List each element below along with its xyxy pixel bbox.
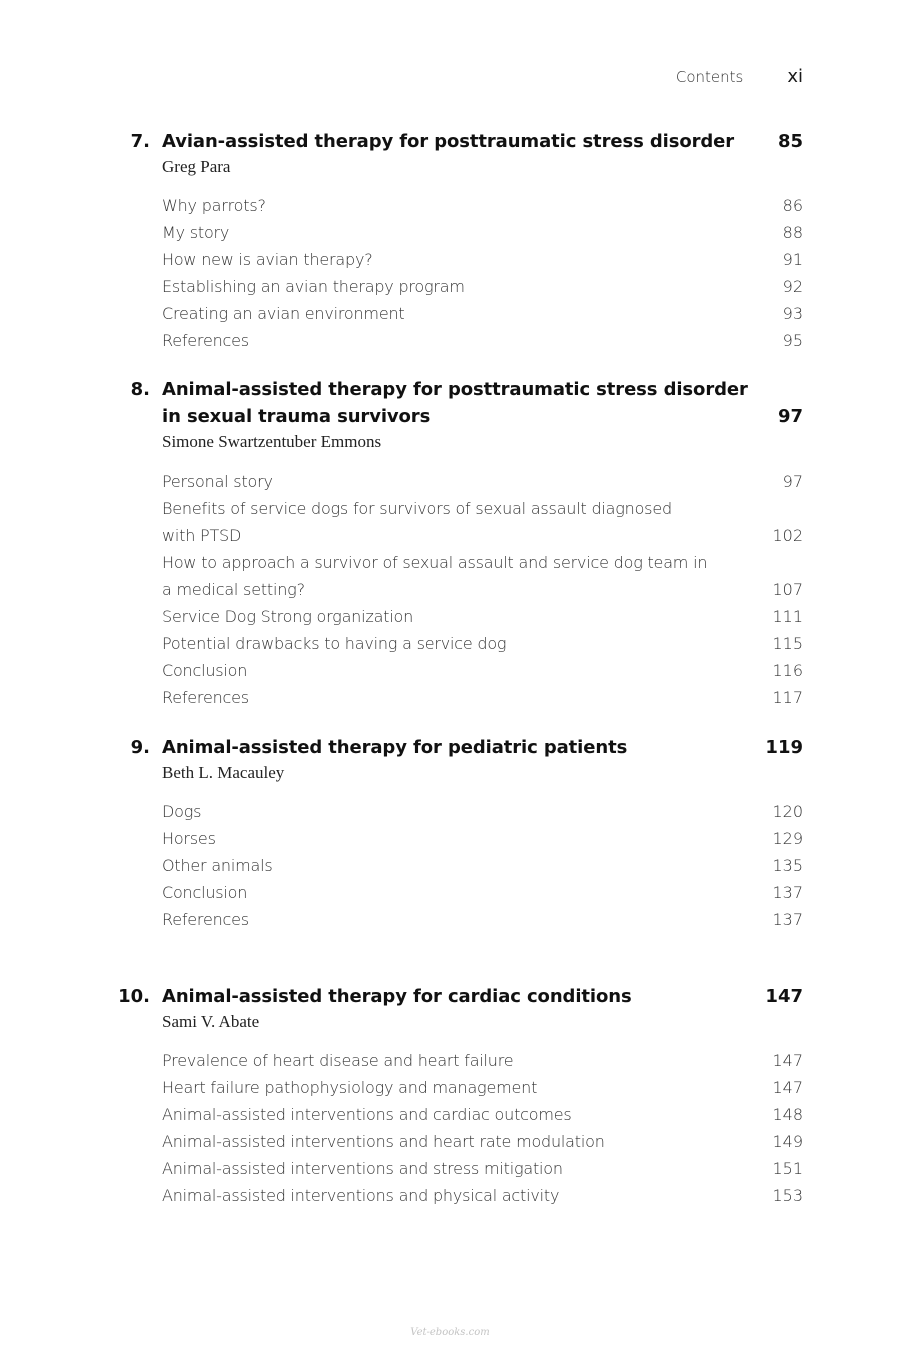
toc-entry[interactable] — [162, 277, 803, 304]
toc-entry-title: Dogs — [162, 802, 202, 821]
toc-entry-title: How to approach a survivor of sexual assault and service dog team in — [162, 553, 708, 572]
toc-entry-page: 86 — [782, 196, 803, 215]
toc-entry-page: 117 — [772, 688, 803, 707]
chapter-title-row — [0, 379, 900, 407]
toc-entry-page: 116 — [772, 661, 803, 680]
chapter-page-number: 97 — [777, 406, 803, 427]
toc-entry-title: My story — [162, 223, 230, 242]
chapter-number: 9. — [130, 737, 150, 758]
chapter-heading — [0, 131, 900, 159]
toc-entry-title: Conclusion — [162, 883, 248, 902]
toc-entry-page: 147 — [772, 1051, 803, 1070]
toc-entry-page: 135 — [772, 856, 803, 875]
toc-entry[interactable] — [162, 331, 803, 358]
toc-entry[interactable] — [162, 1078, 803, 1105]
toc-entry[interactable] — [162, 553, 803, 580]
toc-entry-page: 95 — [782, 331, 803, 350]
toc-entry[interactable] — [162, 634, 803, 661]
chapter-title[interactable]: Avian-assisted therapy for posttraumatic stress disorder — [162, 131, 735, 152]
toc-entry-page: 153 — [772, 1186, 803, 1205]
toc-entry-page: 115 — [772, 634, 803, 653]
chapter-title-row — [0, 986, 900, 1014]
toc-entry[interactable] — [162, 304, 803, 331]
chapter-heading — [0, 737, 900, 765]
toc-entry-page: 93 — [782, 304, 803, 323]
running-head — [676, 66, 803, 87]
toc-entry-page: 129 — [772, 829, 803, 848]
toc-entry-page: 97 — [782, 472, 803, 491]
toc-entry[interactable] — [162, 1051, 803, 1078]
toc-entry-title: with PTSD — [162, 526, 242, 545]
toc-entry-page: 137 — [772, 883, 803, 902]
toc-entry-title: Benefits of service dogs for survivors of sexual assault diagnosed — [162, 499, 672, 518]
chapter-number: 8. — [130, 379, 150, 400]
chapter-author: Sami V. Abate — [162, 1012, 260, 1031]
chapter-heading — [0, 379, 900, 407]
toc-entry[interactable] — [162, 802, 803, 829]
toc-entry-title: a medical setting? — [162, 580, 305, 599]
toc-entry[interactable] — [162, 1105, 803, 1132]
toc-entry-title: References — [162, 910, 249, 929]
toc-entry-title: Service Dog Strong organization — [162, 607, 414, 626]
toc-entry[interactable] — [162, 223, 803, 250]
toc-entry-page: 148 — [772, 1105, 803, 1124]
chapter-number: 10. — [118, 986, 150, 1007]
toc-entry-page: 91 — [782, 250, 803, 269]
toc-entry-page: 88 — [782, 223, 803, 242]
toc-entry-title: How new is avian therapy? — [162, 250, 373, 269]
toc-entry-title: Animal-assisted interventions and heart rate modulation — [162, 1132, 605, 1151]
toc-entry-title: Prevalence of heart disease and heart failure — [162, 1051, 514, 1070]
chapter-title-row — [0, 131, 900, 159]
chapter-page-number: 147 — [765, 986, 803, 1007]
chapter-page-number: 85 — [777, 131, 803, 152]
toc-entry-page: 120 — [772, 802, 803, 821]
toc-entry-title: Animal-assisted interventions and stress mitigation — [162, 1159, 563, 1178]
toc-entry[interactable] — [162, 661, 803, 688]
toc-entry-title: References — [162, 331, 249, 350]
toc-entry-title: Potential drawbacks to having a service dog — [162, 634, 507, 653]
chapter-author: Greg Para — [162, 157, 231, 176]
toc-entry[interactable] — [162, 526, 803, 553]
chapter-title[interactable]: Animal-assisted therapy for pediatric patients — [162, 737, 628, 758]
toc-entry-title: Creating an avian environment — [162, 304, 405, 323]
chapter-title[interactable]: in sexual trauma survivors — [162, 406, 431, 427]
toc-entry[interactable] — [162, 250, 803, 277]
page-number: xi — [787, 66, 803, 87]
toc-entry[interactable] — [162, 1186, 803, 1213]
toc-entry-title: Personal story — [162, 472, 273, 491]
chapter-heading — [0, 406, 900, 434]
toc-entry[interactable] — [162, 910, 803, 937]
chapter-title[interactable]: Animal-assisted therapy for cardiac conditions — [162, 986, 632, 1007]
toc-entry-page: 151 — [772, 1159, 803, 1178]
toc-entry-title: Establishing an avian therapy program — [162, 277, 465, 296]
toc-entry[interactable] — [162, 196, 803, 223]
toc-entry-title: Conclusion — [162, 661, 248, 680]
toc-entry-page: 107 — [772, 580, 803, 599]
toc-entry[interactable] — [162, 883, 803, 910]
watermark: Vet-ebooks.com — [410, 1327, 490, 1338]
chapter-number: 7. — [130, 131, 150, 152]
chapter-heading — [0, 986, 900, 1014]
chapter-author: Simone Swartzentuber Emmons — [162, 432, 382, 451]
toc-entry-title: Animal-assisted interventions and physical activity — [162, 1186, 560, 1205]
toc-entry-title: Other animals — [162, 856, 273, 875]
chapter-page-number: 119 — [765, 737, 803, 758]
toc-entry[interactable] — [162, 607, 803, 634]
toc-entry[interactable] — [162, 1159, 803, 1186]
toc-entry-page: 147 — [772, 1078, 803, 1097]
toc-entry[interactable] — [162, 472, 803, 499]
toc-entry-title: Animal-assisted interventions and cardiac outcomes — [162, 1105, 572, 1124]
toc-entry[interactable] — [162, 1132, 803, 1159]
toc-entry-title: Why parrots? — [162, 196, 266, 215]
chapter-title-row — [0, 737, 900, 765]
toc-entry[interactable] — [162, 580, 803, 607]
toc-entry-title: Heart failure pathophysiology and management — [162, 1078, 538, 1097]
toc-entry-title: Horses — [162, 829, 216, 848]
toc-entry-page: 137 — [772, 910, 803, 929]
toc-entry[interactable] — [162, 688, 803, 715]
chapter-title-row — [0, 406, 900, 434]
chapter-title[interactable]: Animal-assisted therapy for posttraumatic stress disorder — [162, 379, 748, 400]
toc-entry-page: 102 — [772, 526, 803, 545]
chapter-author: Beth L. Macauley — [162, 763, 285, 782]
toc-entry-title: References — [162, 688, 249, 707]
toc-entry-page: 149 — [772, 1132, 803, 1151]
toc-entry[interactable] — [162, 829, 803, 856]
toc-entry[interactable] — [162, 856, 803, 883]
toc-entry[interactable] — [162, 499, 803, 526]
toc-entry-page: 92 — [782, 277, 803, 296]
toc-entry-page: 111 — [772, 607, 803, 626]
running-head-label: Contents — [675, 68, 744, 86]
